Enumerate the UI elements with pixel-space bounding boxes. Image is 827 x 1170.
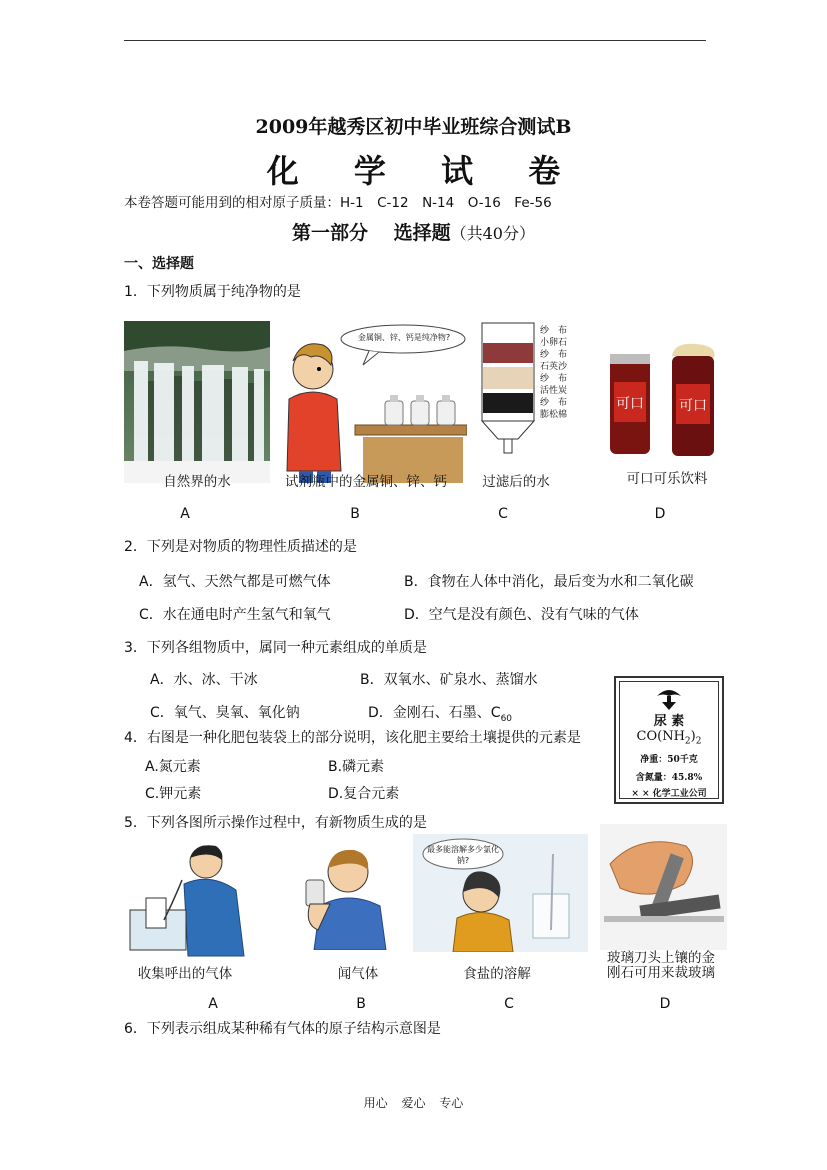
smell-gas-image (296, 844, 396, 950)
atomic-masses: 本卷答题可能用到的相对原子质量：H-1 C-12 N-14 O-16 Fe-56 (124, 195, 552, 211)
q5-caption-d: 玻璃刀头上镶的金 刚石可用来裁玻璃 (607, 950, 715, 981)
fertilizer-company: × × 化学工业公司 (631, 789, 707, 799)
q3-option-c: C．氧气、臭氧、氧化钠 (150, 705, 300, 721)
question-1-stem: 1．下列物质属于纯净物的是 (124, 284, 301, 300)
q5-caption-b: 闻气体 (337, 966, 379, 982)
question-5-stem: 5．下列各图所示操作过程中，有新物质生成的是 (124, 815, 427, 831)
header-rule (124, 40, 706, 41)
collect-breath-image (124, 840, 264, 958)
q5-letter-b: B (356, 996, 366, 1012)
q2-option-b: B．食物在人体中消化，最后变为水和二氧化碳 (404, 574, 694, 590)
q4-option-a: A.氮元素 (145, 759, 201, 775)
section-heading: 一、选择题 (124, 256, 194, 272)
q4-option-b: B.磷元素 (328, 759, 385, 775)
q1-letter-b: B (350, 506, 360, 522)
q5-letter-d: D (659, 996, 671, 1012)
fertilizer-formula: $CO(NH_2)_2$ (636, 729, 702, 747)
cartoon-metals-image (271, 321, 467, 483)
exam-title: 2009年越秀区初中毕业班综合测试B (255, 116, 572, 138)
glass-cutter-image (600, 824, 727, 950)
fertilizer-name: 尿 素 (653, 714, 685, 729)
q5-caption-c: 食盐的溶解 (463, 966, 531, 982)
q5-caption-a: 收集呼出的气体 (137, 966, 233, 982)
q1-bubble-text: 金属铜、锌、钙是纯净物? (357, 333, 451, 342)
filter-labels: 纱 布 小卵石 纱 布 石英沙 纱 布 活性炭 纱 布 膨松棉 (540, 326, 568, 420)
q1-caption-b: 试剂瓶中的金属铜、锌、钙 (285, 474, 447, 490)
q1-caption-d: 可口可乐饮料 (626, 471, 708, 487)
question-3-stem: 3．下列各组物质中，属同一种元素组成的单质是 (124, 640, 427, 656)
page-footer: 用心 爱心 专心 (363, 1096, 464, 1110)
q5-letter-c: C (504, 996, 514, 1012)
q4-option-d: D.复合元素 (328, 786, 400, 802)
q1-letter-c: C (498, 506, 508, 522)
q4-option-c: C.钾元素 (145, 786, 202, 802)
q1-letter-d: D (654, 506, 666, 522)
q2-option-d: D．空气是没有颜色、没有气味的气体 (404, 607, 639, 623)
part-title: 第一部分 选择题（共40分） (292, 222, 535, 244)
question-4-stem: 4．右图是一种化肥包装袋上的部分说明，该化肥主要给土壤提供的元素是 (124, 730, 581, 746)
q2-option-a: A．氢气、天然气都是可燃气体 (139, 574, 331, 590)
question-6-stem: 6．下列表示组成某种稀有气体的原子结构示意图是 (124, 1021, 441, 1037)
question-2-stem: 2．下列是对物质的物理性质描述的是 (124, 539, 357, 555)
umbrella-icon (654, 684, 684, 712)
q1-caption-c: 过滤后的水 (482, 474, 550, 490)
q5-letter-a: A (208, 996, 218, 1012)
q1-letter-a: A (180, 506, 190, 522)
svg-text:可口: 可口 (616, 396, 644, 412)
waterfall-image (124, 321, 270, 483)
q1-caption-a: 自然界的水 (163, 474, 231, 490)
cola-cans-image (606, 342, 728, 458)
svg-text:可口: 可口 (679, 398, 707, 414)
fertilizer-label (614, 676, 724, 804)
fertilizer-net-weight: 净重：50千克 (640, 755, 698, 765)
q3-option-b: B．双氧水、矿泉水、蒸馏水 (360, 672, 538, 688)
q3-option-d: D．金刚石、石墨、$C_{60}$ (368, 705, 513, 724)
fertilizer-nitrogen: 含氮量：45.8% (635, 773, 703, 783)
q2-option-c: C．水在通电时产生氢气和氧气 (139, 607, 331, 623)
q3-option-a: A．水、冰、干冰 (150, 672, 258, 688)
subject-title: 化 学 试 卷 (266, 152, 583, 190)
q5-bubble-text: 最多能溶解多少氯化钠? (427, 845, 499, 865)
water-filter-image (478, 321, 590, 455)
dissolve-salt-image (413, 834, 588, 952)
